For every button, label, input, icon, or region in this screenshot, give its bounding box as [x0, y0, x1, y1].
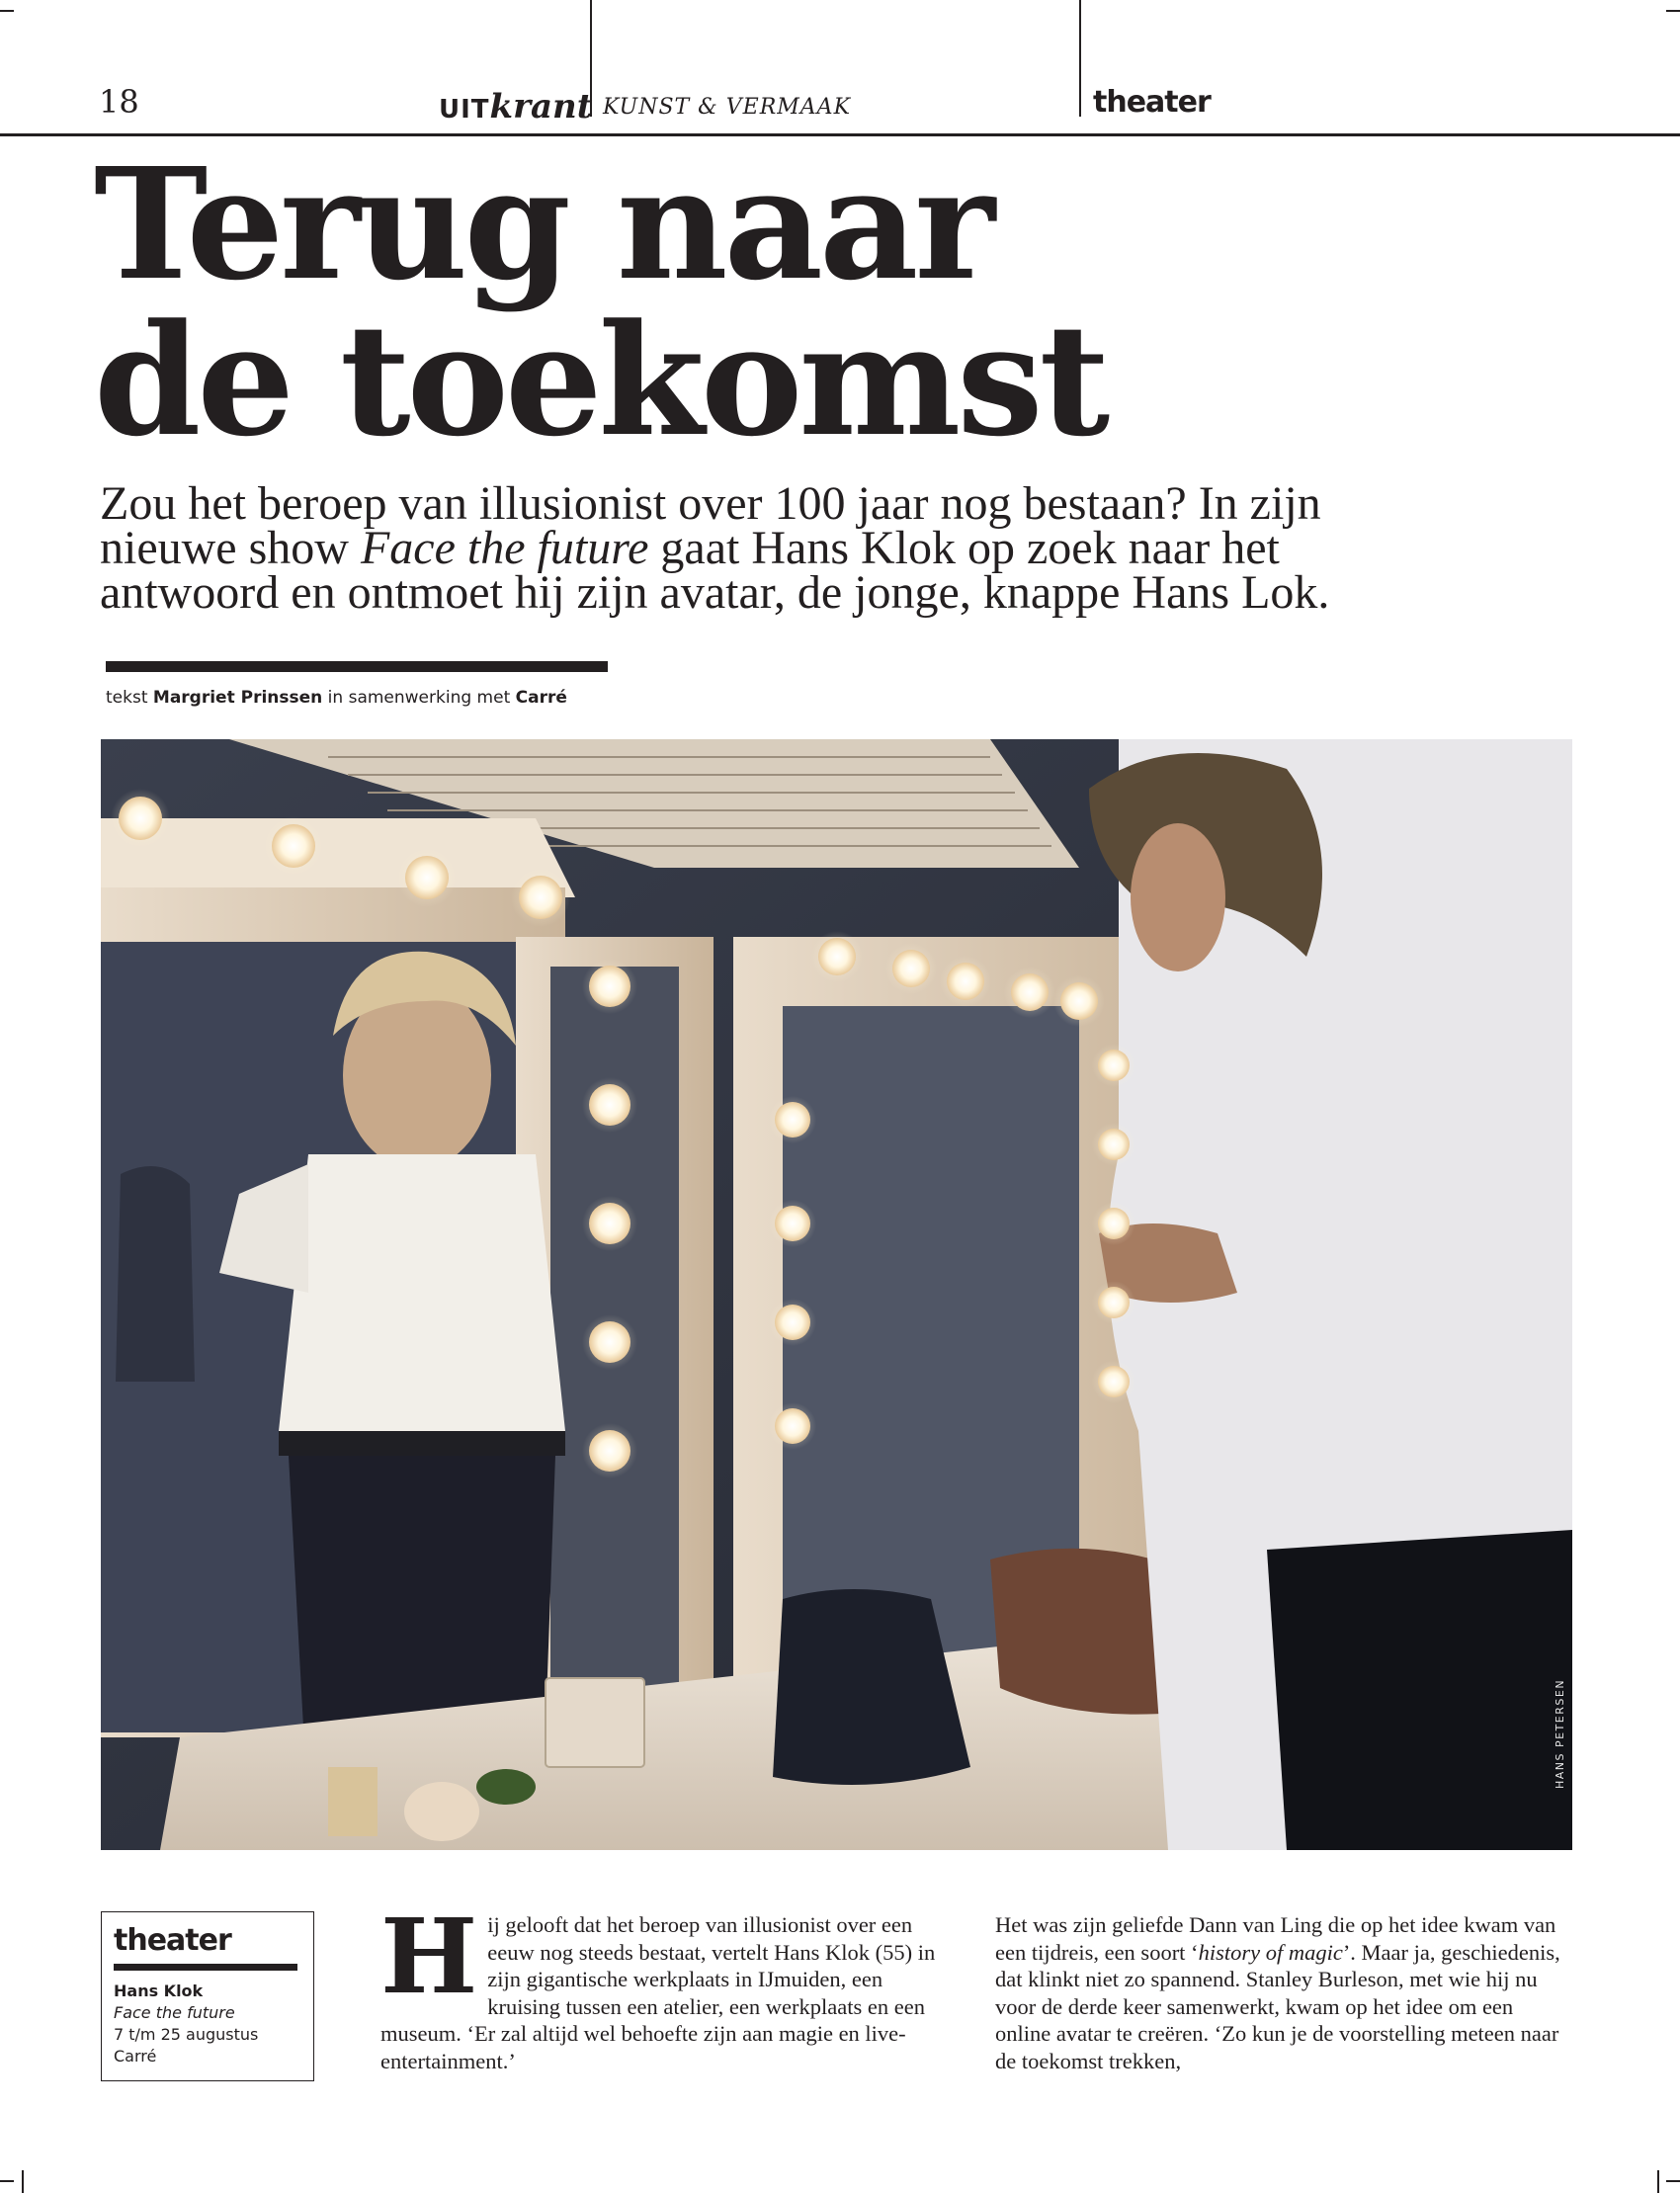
photo-credit: HANS PETERSEN — [1554, 1678, 1566, 1789]
body-column-1 — [380, 1896, 959, 2074]
byline-prefix: tekst — [106, 688, 153, 708]
crop-mark-top-right — [1666, 10, 1680, 12]
crop-mark-top-left — [0, 10, 14, 12]
logo-uit: UIT — [439, 95, 490, 125]
standfirst-part-1: Zou het beroep van illusionist over 100 jaar nog bestaan? In zijn nieuwe show — [100, 477, 1321, 574]
byline-partner: Carré — [515, 688, 567, 708]
dressing-room-photo — [101, 739, 1572, 1850]
crop-mark-bottom-right — [1666, 2180, 1680, 2182]
page-number: 18 — [99, 83, 139, 121]
info-box-name: Hans Klok — [114, 1982, 204, 2000]
category-label: theater — [1093, 85, 1211, 120]
standfirst-part-2: gaat Hans Klok op zoek naar het antwoord en ontmoet hij zijn avatar, de jonge, knappe Hans Lok. — [100, 522, 1330, 619]
body-column-2-part-2: ’. Maar ja, geschiedenis, dat klinkt niet zo spannend. Stanley Burleson, met wie hij nu voor de derde keer samenwerkt, kwam op het idee om een online avatar te creëren. ‘Zo kun je de voorstelling meteen naar de toekomst trekken, — [995, 1939, 1560, 2073]
byline-middle: in samenwerking met — [322, 688, 516, 708]
logo-krant: krant — [489, 87, 593, 127]
crop-mark-bottom-left — [0, 2180, 14, 2182]
drop-cap: H — [380, 1896, 478, 2017]
info-box-bar — [114, 1964, 297, 1971]
body-column-2 — [995, 1911, 1573, 2074]
info-box-dates: 7 t/m 25 augustus — [114, 2025, 259, 2044]
header-divider-2 — [1079, 0, 1081, 117]
headline-line-1: Terug naar — [94, 133, 992, 314]
info-box-venue: Carré — [114, 2047, 157, 2066]
info-box-show: Face the future — [114, 2003, 235, 2022]
byline-author: Margriet Prinssen — [152, 688, 323, 708]
info-box-title: theater — [114, 1923, 231, 1958]
headline-line-2: de toekomst — [94, 290, 1107, 470]
byline-bar — [106, 661, 608, 672]
standfirst — [100, 477, 1404, 619]
body-column-2-italic: history of magic — [1198, 1939, 1343, 1965]
crop-mark-bottom-right-v — [1657, 2170, 1659, 2193]
standfirst-show-title: Face the future — [360, 522, 649, 574]
info-box — [101, 1911, 314, 2081]
headline — [94, 133, 1280, 470]
article-photo — [101, 739, 1572, 1850]
byline — [106, 688, 567, 708]
section-label: KUNST & VERMAAK — [603, 95, 852, 120]
masthead-logo — [439, 87, 592, 127]
body-column-1-text: ij gelooft dat het beroep van illusionist over een eeuw nog steeds bestaat, vertelt Hans Klok (55) in zijn gigantische werkplaats in IJmuiden, een kruising tussen een atelier, een werkplaats en een museum. ‘Er zal altijd wel behoefte zijn aan magie en live-entertainment.’ — [380, 1912, 936, 2073]
crop-mark-bottom-left-v — [22, 2170, 24, 2193]
body-column-2-part-1: Het was zijn geliefde Dann van Ling die op het idee kwam van een tijdreis, een soort ‘ — [995, 1912, 1556, 1965]
